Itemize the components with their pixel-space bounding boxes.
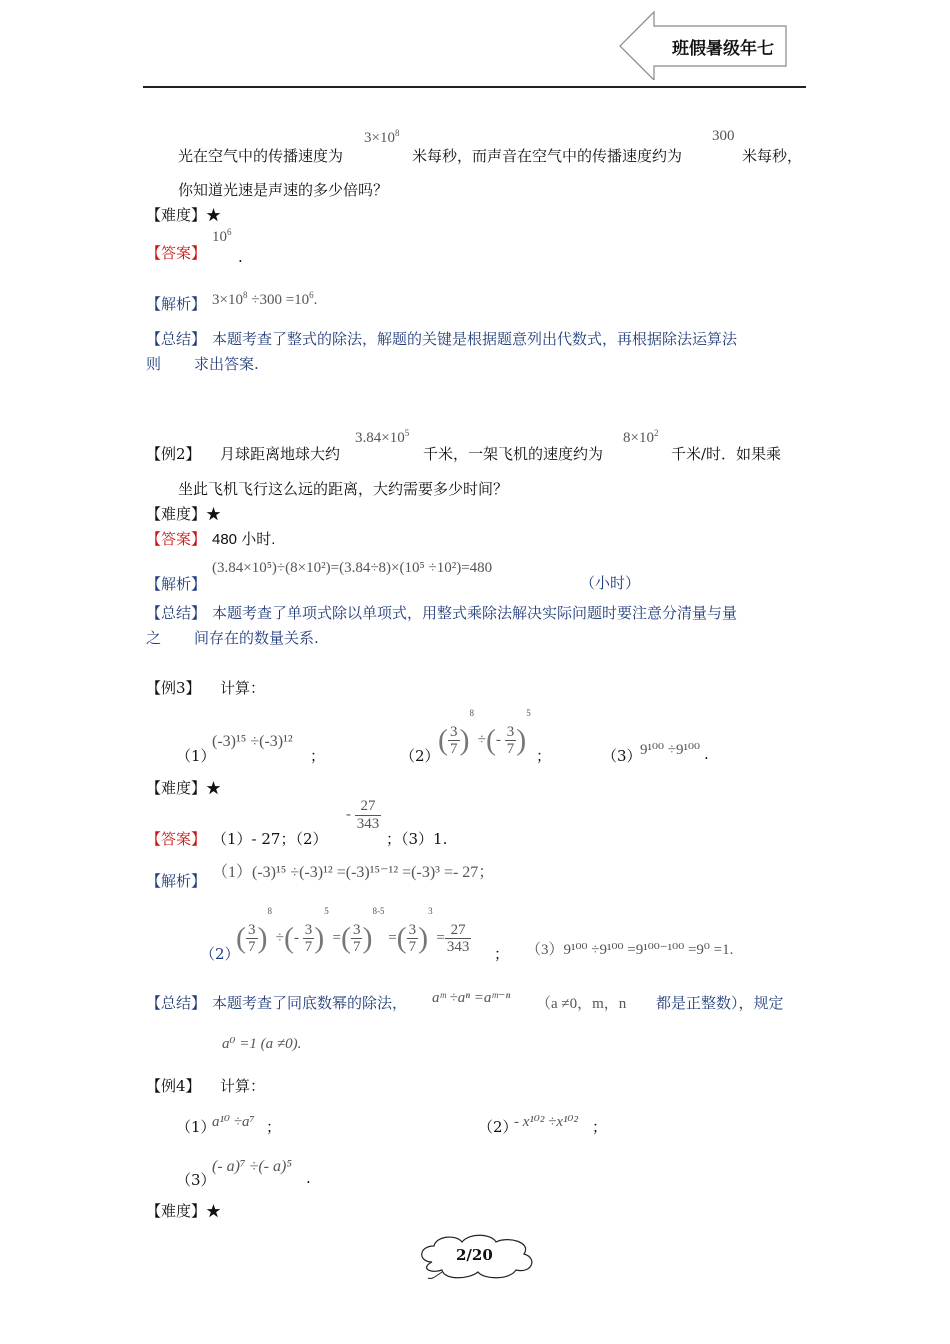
ex3-summary-b: 都是正整数），规定 (656, 994, 784, 1012)
ex4-p2-expr: - x¹⁰² ÷x¹⁰² (514, 1114, 579, 1130)
ex2-summary-line2b: 间存在的数量关系. (194, 629, 319, 647)
ex3-summary-expr: aᵐ ÷aⁿ =aᵐ⁻ⁿ (432, 990, 511, 1006)
ex1-analysis-label: 【解析】 (146, 295, 207, 313)
ex1-answer-value: $10^6$ (212, 227, 232, 245)
ex3-p3-expr: 9¹⁰⁰ ÷9¹⁰⁰ (640, 742, 701, 758)
ex1-summary-label: 【总结】 (146, 330, 207, 348)
ex2-q-line2: 坐此飞机飞行这么远的距离，大约需要多少时间？ (178, 480, 509, 498)
ex3-analysis-2-label: （2） (200, 945, 240, 963)
ex3-p3-label: （3） (602, 747, 642, 765)
ex4-p1-label: （1） (176, 1118, 216, 1136)
ex3-analysis-2-expr: ( $\frac{3}{7}$ )$^8$ ÷(- $\frac{3}{7}$ )$^5$ =( $\frac{3}{7}$ )$^{8-5}$ =( $\frac{3}{7}$ )$^3$ = $\frac{27}{343}$ (236, 906, 470, 956)
ex3-summary-line2: a⁰ =1 (a ≠0). (222, 1036, 302, 1052)
ex2-answer-label: 【答案】 (146, 530, 207, 548)
ex2-label: 【例2】 (146, 445, 201, 463)
ex2-summary-label: 【总结】 (146, 604, 207, 622)
ex4-p3-label: （3） (176, 1171, 216, 1189)
ex4-difficulty: 【难度】★ (146, 1202, 222, 1220)
ex3-difficulty: 【难度】★ (146, 779, 222, 797)
ex1-q-expr1: $3\times 10^8$ (364, 128, 400, 146)
ex1-difficulty: 【难度】★ (146, 206, 222, 224)
ex3-p3-tail: . (704, 745, 709, 763)
ex3-answer-1: （1）- 27；（2） (212, 830, 328, 848)
ex2-answer-text: 480 小时. (212, 531, 276, 548)
ex1-answer-label: 【答案】 (146, 244, 207, 262)
ex2-q-expr2: $8\times 10^2$ (623, 428, 659, 446)
ex1-summary-line1: 本题考查了整式的除法，解题的关键是根据题意列出代数式，再根据除法运算法 (212, 330, 738, 348)
ex3-answer-label: 【答案】 (146, 830, 207, 848)
ex1-answer-tail: . (238, 248, 243, 266)
ex1-q-a: 光在空气中的传播速度为 (178, 147, 344, 165)
ex3-label: 【例3】 (146, 679, 201, 697)
ex2-difficulty: 【难度】★ (146, 505, 222, 523)
header-badge-text: 班假暑级年七 (672, 39, 774, 59)
ex2-summary-line2a: 之 (146, 629, 162, 647)
page-number: 2/20 (456, 1246, 493, 1264)
ex1-summary-line2a: 则 (146, 355, 162, 373)
ex4-label: 【例4】 (146, 1077, 201, 1095)
ex3-p2-expr: ( $\frac{3}{7}$ )$^8$ ÷(- $\frac{3}{7}$ )$^5$ (438, 708, 531, 758)
ex2-q-b: 千米，一架飞机的速度约为 (423, 445, 604, 463)
ex1-q-b: 米每秒，而声音在空气中的传播速度约为 (412, 147, 683, 165)
ex2-analysis-unit: （小时） (580, 574, 641, 592)
ex3-summary-a: 本题考查了同底数幂的除法， (212, 994, 408, 1012)
header-badge (618, 10, 790, 80)
ex3-summary-label: 【总结】 (146, 994, 207, 1012)
ex1-q-line2: 你知道光速是声速的多少倍吗？ (178, 181, 389, 199)
ex4-p1-tail: ； (266, 1118, 282, 1136)
ex1-q-expr2: 300 (712, 128, 735, 144)
ex3-answer-frac: - $\frac{27}{343}$ (346, 798, 380, 832)
ex3-p1-tail: ； (310, 747, 326, 765)
ex2-summary-line1: 本题考查了单项式除以单项式，用整式乘除法解决实际问题时要注意分清量与量 (212, 604, 738, 622)
ex4-p1-expr: a¹⁰ ÷a⁷ (212, 1114, 255, 1130)
ex3-analysis-2-tail: ； (494, 945, 510, 963)
ex3-p2-label: （2） (400, 747, 440, 765)
ex4-p2-tail: ； (592, 1118, 608, 1136)
ex2-analysis-label: 【解析】 (146, 575, 207, 593)
ex4-prompt: 计算： (220, 1077, 266, 1095)
ex3-p1-expr: (-3)¹⁵ ÷(-3)¹² (212, 733, 293, 750)
ex4-p3-expr: (- a)⁷ ÷(- a)⁵ (212, 1158, 292, 1175)
header-rule (143, 86, 806, 88)
ex3-analysis-label: 【解析】 (146, 872, 207, 890)
ex1-q-c: 米每秒， (742, 147, 803, 165)
ex2-q-expr1: $3.84\times 10^5$ (355, 428, 410, 446)
ex1-analysis-expr: $3\times 10^8 \div 300 =10^6$. (212, 290, 318, 308)
ex3-p2-tail: ； (536, 747, 552, 765)
ex3-analysis-1: （1）(-3)¹⁵ ÷(-3)¹² =(-3)¹⁵⁻¹² =(-3)³ =- 27； (212, 864, 495, 881)
ex4-p3-tail: . (306, 1169, 311, 1187)
ex2-analysis-expr: (3.84×10⁵)÷(8×10²)=(3.84÷8)×(10⁵ ÷10²)=480 (212, 560, 493, 576)
ex3-prompt: 计算： (220, 679, 266, 697)
ex2-q-c: 千米/时．如果乘 (671, 445, 782, 463)
footer-page-badge (412, 1232, 542, 1282)
ex3-answer-3: ；（3）1. (386, 830, 448, 848)
ex3-analysis-3: （3）9¹⁰⁰ ÷9¹⁰⁰ =9¹⁰⁰⁻¹⁰⁰ =9⁰ =1. (526, 942, 734, 958)
ex1-summary-line2b: 求出答案. (194, 355, 259, 373)
ex3-summary-cond: （a ≠0，m，n (536, 996, 627, 1012)
ex3-p1-label: （1） (176, 747, 216, 765)
ex4-p2-label: （2） (478, 1118, 518, 1136)
ex2-q-a: 月球距离地球大约 (220, 445, 341, 463)
